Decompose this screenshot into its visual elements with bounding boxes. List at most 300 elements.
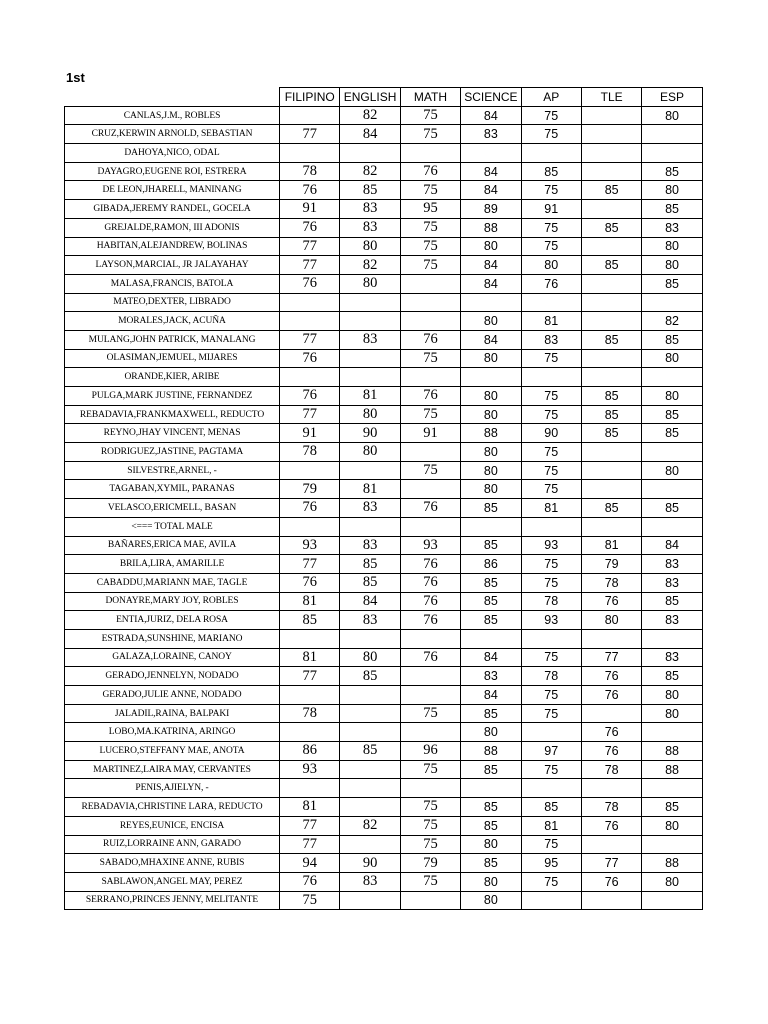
- grade-tle: 79: [581, 555, 641, 574]
- grade-science: 83: [461, 667, 521, 686]
- grade-english: [340, 686, 400, 705]
- grade-math: 75: [400, 798, 460, 817]
- grade-english: [340, 798, 400, 817]
- student-name: MATEO,DEXTER, LIBRADO: [65, 293, 280, 312]
- table-row: [65, 424, 703, 443]
- grade-science: 85: [461, 536, 521, 555]
- grade-esp: 80: [642, 816, 702, 835]
- table-row: [65, 816, 703, 835]
- grade-filipino: [280, 779, 340, 798]
- grade-science: 85: [461, 573, 521, 592]
- grade-filipino: 77: [280, 667, 340, 686]
- grade-science: [461, 293, 521, 312]
- grade-tle: 76: [581, 667, 641, 686]
- grade-math: [400, 517, 460, 536]
- grade-esp: 82: [642, 312, 702, 331]
- grade-science: 85: [461, 704, 521, 723]
- grade-ap: [521, 293, 581, 312]
- grade-english: 85: [340, 573, 400, 592]
- grade-esp: [642, 517, 702, 536]
- grade-science: 84: [461, 274, 521, 293]
- student-name: HABITAN,ALEJANDREW, BOLINAS: [65, 237, 280, 256]
- grade-ap: 75: [521, 106, 581, 125]
- grade-math: 96: [400, 742, 460, 761]
- student-name: TAGABAN,XYMIL, PARANAS: [65, 480, 280, 499]
- grade-english: [340, 760, 400, 779]
- grades-table: [64, 87, 703, 910]
- grade-math: 75: [400, 349, 460, 368]
- grade-math: 75: [400, 218, 460, 237]
- grade-esp: 88: [642, 742, 702, 761]
- grade-science: 80: [461, 480, 521, 499]
- grade-filipino: 85: [280, 611, 340, 630]
- grade-filipino: 78: [280, 443, 340, 462]
- student-name: DE LEON,JHARELL, MANINANG: [65, 181, 280, 200]
- grade-english: 85: [340, 181, 400, 200]
- grade-ap: 75: [521, 704, 581, 723]
- table-row: [65, 555, 703, 574]
- grade-science: 85: [461, 611, 521, 630]
- grade-math: 76: [400, 499, 460, 518]
- grade-tle: [581, 835, 641, 854]
- table-row: [65, 312, 703, 331]
- table-row: [65, 611, 703, 630]
- grade-science: 85: [461, 499, 521, 518]
- grade-math: [400, 480, 460, 499]
- grade-ap: 78: [521, 667, 581, 686]
- grade-english: 81: [340, 480, 400, 499]
- table-row: [65, 798, 703, 817]
- grade-filipino: 77: [280, 125, 340, 144]
- grade-filipino: 76: [280, 218, 340, 237]
- grade-filipino: 81: [280, 648, 340, 667]
- grade-tle: [581, 629, 641, 648]
- table-row: [65, 274, 703, 293]
- grade-math: 75: [400, 125, 460, 144]
- grade-filipino: 77: [280, 816, 340, 835]
- table-row: [65, 443, 703, 462]
- grade-filipino: 91: [280, 424, 340, 443]
- student-name: GIBADA,JEREMY RANDEL, GOCELA: [65, 200, 280, 219]
- grade-science: [461, 629, 521, 648]
- student-name: MARTINEZ,LAIRA MAY, CERVANTES: [65, 760, 280, 779]
- grade-filipino: 77: [280, 330, 340, 349]
- grade-ap: 75: [521, 872, 581, 891]
- table-row: [65, 162, 703, 181]
- student-name: SERRANO,PRINCES JENNY, MELITANTE: [65, 891, 280, 910]
- student-name: CABADDU,MARIANN MAE, TAGLE: [65, 573, 280, 592]
- student-name: DONAYRE,MARY JOY, ROBLES: [65, 592, 280, 611]
- grade-math: 76: [400, 592, 460, 611]
- grade-esp: 80: [642, 256, 702, 275]
- student-name: GERADO,JENNELYN, NODADO: [65, 667, 280, 686]
- grade-math: 76: [400, 330, 460, 349]
- grade-tle: 77: [581, 648, 641, 667]
- grade-filipino: [280, 293, 340, 312]
- table-row: [65, 592, 703, 611]
- grade-esp: 83: [642, 648, 702, 667]
- header-english: ENGLISH: [340, 88, 400, 107]
- grade-tle: [581, 144, 641, 163]
- grade-math: [400, 686, 460, 705]
- grade-english: 80: [340, 648, 400, 667]
- grade-science: 86: [461, 555, 521, 574]
- grade-english: 85: [340, 742, 400, 761]
- grade-tle: 76: [581, 723, 641, 742]
- grade-ap: 75: [521, 461, 581, 480]
- table-row: [65, 461, 703, 480]
- grade-math: 75: [400, 704, 460, 723]
- grade-tle: 76: [581, 742, 641, 761]
- grade-math: 75: [400, 816, 460, 835]
- grade-filipino: [280, 517, 340, 536]
- grade-filipino: 78: [280, 162, 340, 181]
- grade-english: 84: [340, 592, 400, 611]
- grade-filipino: 76: [280, 181, 340, 200]
- header-filipino: FILIPINO: [280, 88, 340, 107]
- grade-science: 88: [461, 742, 521, 761]
- grade-filipino: 76: [280, 387, 340, 406]
- grade-ap: 90: [521, 424, 581, 443]
- table-row: [65, 218, 703, 237]
- grade-math: 75: [400, 106, 460, 125]
- header-tle: TLE: [581, 88, 641, 107]
- grade-ap: [521, 723, 581, 742]
- table-row: [65, 760, 703, 779]
- grade-science: 80: [461, 349, 521, 368]
- grade-tle: [581, 293, 641, 312]
- grade-tle: [581, 517, 641, 536]
- grade-ap: 97: [521, 742, 581, 761]
- grade-science: [461, 517, 521, 536]
- student-name: BRILA,LIRA, AMARILLE: [65, 555, 280, 574]
- grade-filipino: 93: [280, 536, 340, 555]
- grade-english: 83: [340, 200, 400, 219]
- grade-ap: 85: [521, 798, 581, 817]
- grade-math: [400, 443, 460, 462]
- grade-tle: 78: [581, 760, 641, 779]
- grade-science: 80: [461, 443, 521, 462]
- table-row: [65, 891, 703, 910]
- grade-esp: [642, 443, 702, 462]
- grade-math: 75: [400, 872, 460, 891]
- grade-science: 80: [461, 891, 521, 910]
- student-name: DAYAGRO,EUGENE ROI, ESTRERA: [65, 162, 280, 181]
- grade-esp: [642, 835, 702, 854]
- grade-ap: 75: [521, 555, 581, 574]
- student-name: ORANDE,KIER, ARIBE: [65, 368, 280, 387]
- grade-ap: 75: [521, 387, 581, 406]
- grade-math: 75: [400, 461, 460, 480]
- grade-english: [340, 723, 400, 742]
- grade-math: 91: [400, 424, 460, 443]
- grade-esp: 80: [642, 181, 702, 200]
- grade-english: 81: [340, 387, 400, 406]
- grade-english: 85: [340, 555, 400, 574]
- grade-ap: 75: [521, 237, 581, 256]
- grade-tle: [581, 368, 641, 387]
- grade-esp: 80: [642, 872, 702, 891]
- grade-english: [340, 835, 400, 854]
- grade-science: 85: [461, 798, 521, 817]
- grade-english: [340, 704, 400, 723]
- grade-math: [400, 312, 460, 331]
- grade-math: [400, 293, 460, 312]
- grade-math: [400, 723, 460, 742]
- grade-ap: 75: [521, 181, 581, 200]
- grade-tle: 78: [581, 573, 641, 592]
- grade-science: 84: [461, 256, 521, 275]
- student-name: PENIS,AJIELYN, -: [65, 779, 280, 798]
- grade-english: 82: [340, 106, 400, 125]
- grade-english: [340, 517, 400, 536]
- grade-filipino: 77: [280, 555, 340, 574]
- grade-filipino: 76: [280, 349, 340, 368]
- grade-tle: 85: [581, 330, 641, 349]
- grade-tle: 85: [581, 387, 641, 406]
- grade-ap: 78: [521, 592, 581, 611]
- grade-english: 83: [340, 872, 400, 891]
- grade-english: [340, 461, 400, 480]
- table-row: [65, 480, 703, 499]
- grade-science: 80: [461, 723, 521, 742]
- grade-esp: 85: [642, 162, 702, 181]
- grade-ap: [521, 891, 581, 910]
- student-name: ENTIA,JURIZ, DELA ROSA: [65, 611, 280, 630]
- grade-english: 80: [340, 237, 400, 256]
- grade-english: [340, 349, 400, 368]
- grade-filipino: [280, 368, 340, 387]
- grade-filipino: 81: [280, 592, 340, 611]
- grade-english: [340, 368, 400, 387]
- student-name: RUIZ,LORRAINE ANN, GARADO: [65, 835, 280, 854]
- grade-tle: [581, 480, 641, 499]
- grade-math: 75: [400, 181, 460, 200]
- grades-table-body: [65, 106, 703, 910]
- student-name: SABLAWON,ANGEL MAY, PEREZ: [65, 872, 280, 891]
- student-name: MALASA,FRANCIS, BATOLA: [65, 274, 280, 293]
- grade-esp: 85: [642, 592, 702, 611]
- grade-math: 95: [400, 200, 460, 219]
- grade-science: [461, 779, 521, 798]
- table-row: [65, 200, 703, 219]
- table-row: [65, 536, 703, 555]
- grade-english: 82: [340, 816, 400, 835]
- grade-science: 83: [461, 125, 521, 144]
- grade-english: [340, 144, 400, 163]
- grade-english: 83: [340, 499, 400, 518]
- header-row: [65, 88, 703, 107]
- grade-math: 93: [400, 536, 460, 555]
- grade-ap: [521, 368, 581, 387]
- grade-esp: 85: [642, 200, 702, 219]
- student-name: MORALES,JACK, ACUÑA: [65, 312, 280, 331]
- grade-math: 76: [400, 387, 460, 406]
- table-row: [65, 181, 703, 200]
- grade-ap: 75: [521, 480, 581, 499]
- table-row: [65, 779, 703, 798]
- grade-english: 90: [340, 854, 400, 873]
- student-name: BAÑARES,ERICA MAE, AVILA: [65, 536, 280, 555]
- grade-ap: 75: [521, 443, 581, 462]
- grade-ap: 93: [521, 536, 581, 555]
- grade-tle: [581, 200, 641, 219]
- grade-esp: 80: [642, 686, 702, 705]
- grading-period-label: 1st: [66, 70, 85, 85]
- grade-ap: 83: [521, 330, 581, 349]
- table-row: [65, 499, 703, 518]
- table-row: [65, 330, 703, 349]
- grade-math: [400, 274, 460, 293]
- grade-tle: [581, 162, 641, 181]
- grade-ap: 81: [521, 312, 581, 331]
- grade-science: 84: [461, 106, 521, 125]
- grade-tle: 85: [581, 499, 641, 518]
- grade-esp: 80: [642, 106, 702, 125]
- grade-tle: [581, 349, 641, 368]
- table-row: [65, 517, 703, 536]
- grade-ap: 93: [521, 611, 581, 630]
- grade-esp: 85: [642, 330, 702, 349]
- grade-ap: 85: [521, 162, 581, 181]
- table-row: [65, 742, 703, 761]
- grade-english: 80: [340, 443, 400, 462]
- grade-ap: [521, 517, 581, 536]
- grade-english: 80: [340, 405, 400, 424]
- table-row: [65, 125, 703, 144]
- grade-english: 84: [340, 125, 400, 144]
- student-name: CANLAS,J.M., ROBLES: [65, 106, 280, 125]
- grade-esp: 80: [642, 704, 702, 723]
- grade-science: 84: [461, 181, 521, 200]
- grade-filipino: [280, 723, 340, 742]
- grade-tle: 85: [581, 256, 641, 275]
- grade-tle: 85: [581, 424, 641, 443]
- grade-ap: 81: [521, 499, 581, 518]
- grade-math: 75: [400, 405, 460, 424]
- student-name: GREJALDE,RAMON, III ADONIS: [65, 218, 280, 237]
- grade-science: 80: [461, 237, 521, 256]
- grade-filipino: 77: [280, 405, 340, 424]
- grade-ap: 81: [521, 816, 581, 835]
- student-name: DAHOYA,NICO, ODAL: [65, 144, 280, 163]
- table-row: [65, 368, 703, 387]
- grade-filipino: [280, 312, 340, 331]
- grade-ap: 75: [521, 125, 581, 144]
- grade-ap: 76: [521, 274, 581, 293]
- grade-ap: [521, 779, 581, 798]
- grade-esp: [642, 368, 702, 387]
- header-name-column: [65, 88, 280, 107]
- grade-english: 82: [340, 162, 400, 181]
- grade-science: 84: [461, 162, 521, 181]
- grade-esp: 80: [642, 349, 702, 368]
- grade-english: [340, 629, 400, 648]
- grade-english: 90: [340, 424, 400, 443]
- grade-math: 76: [400, 162, 460, 181]
- grade-esp: 83: [642, 218, 702, 237]
- grade-tle: [581, 779, 641, 798]
- grade-esp: 85: [642, 499, 702, 518]
- student-name: LAYSON,MARCIAL, JR JALAYAHAY: [65, 256, 280, 275]
- grade-esp: [642, 891, 702, 910]
- grade-english: [340, 891, 400, 910]
- table-row: [65, 106, 703, 125]
- student-name: GERADO,JULIE ANNE, NODADO: [65, 686, 280, 705]
- grade-filipino: [280, 106, 340, 125]
- grade-math: 75: [400, 835, 460, 854]
- grade-esp: 85: [642, 424, 702, 443]
- grade-ap: 75: [521, 686, 581, 705]
- table-row: [65, 835, 703, 854]
- grade-ap: 75: [521, 835, 581, 854]
- grade-esp: 85: [642, 405, 702, 424]
- grade-english: 83: [340, 536, 400, 555]
- grade-filipino: [280, 461, 340, 480]
- grade-ap: 75: [521, 648, 581, 667]
- grade-tle: 80: [581, 611, 641, 630]
- grade-filipino: 94: [280, 854, 340, 873]
- student-name: REBADAVIA,CHRISTINE LARA, REDUCTO: [65, 798, 280, 817]
- grade-filipino: 79: [280, 480, 340, 499]
- grade-science: [461, 144, 521, 163]
- table-row: [65, 144, 703, 163]
- student-name: SILVESTRE,ARNEL, -: [65, 461, 280, 480]
- grade-math: 76: [400, 648, 460, 667]
- grade-ap: 91: [521, 200, 581, 219]
- grade-esp: 80: [642, 461, 702, 480]
- grade-esp: [642, 723, 702, 742]
- grade-science: 80: [461, 835, 521, 854]
- grade-filipino: [280, 629, 340, 648]
- table-row: [65, 686, 703, 705]
- grade-esp: [642, 125, 702, 144]
- grade-science: 85: [461, 592, 521, 611]
- grade-filipino: 76: [280, 499, 340, 518]
- grade-esp: 80: [642, 387, 702, 406]
- grade-tle: [581, 312, 641, 331]
- grade-tle: 76: [581, 592, 641, 611]
- grade-filipino: [280, 144, 340, 163]
- grade-science: 89: [461, 200, 521, 219]
- table-row: [65, 854, 703, 873]
- grade-science: 84: [461, 648, 521, 667]
- grade-science: 85: [461, 854, 521, 873]
- grade-science: 88: [461, 218, 521, 237]
- grade-tle: [581, 443, 641, 462]
- grade-math: [400, 144, 460, 163]
- header-science: SCIENCE: [461, 88, 521, 107]
- grade-filipino: 76: [280, 274, 340, 293]
- grade-tle: 76: [581, 686, 641, 705]
- grade-tle: [581, 106, 641, 125]
- table-row: [65, 293, 703, 312]
- grade-english: [340, 293, 400, 312]
- grade-tle: [581, 125, 641, 144]
- grade-math: 75: [400, 760, 460, 779]
- grade-science: 80: [461, 461, 521, 480]
- grade-esp: 83: [642, 573, 702, 592]
- table-row: [65, 704, 703, 723]
- grade-english: 83: [340, 611, 400, 630]
- grade-esp: [642, 293, 702, 312]
- grade-esp: [642, 779, 702, 798]
- student-name: PULGA,MARK JUSTINE, FERNANDEZ: [65, 387, 280, 406]
- grade-filipino: 78: [280, 704, 340, 723]
- student-name: MULANG,JOHN PATRICK, MANALANG: [65, 330, 280, 349]
- grade-filipino: 77: [280, 835, 340, 854]
- grade-ap: 95: [521, 854, 581, 873]
